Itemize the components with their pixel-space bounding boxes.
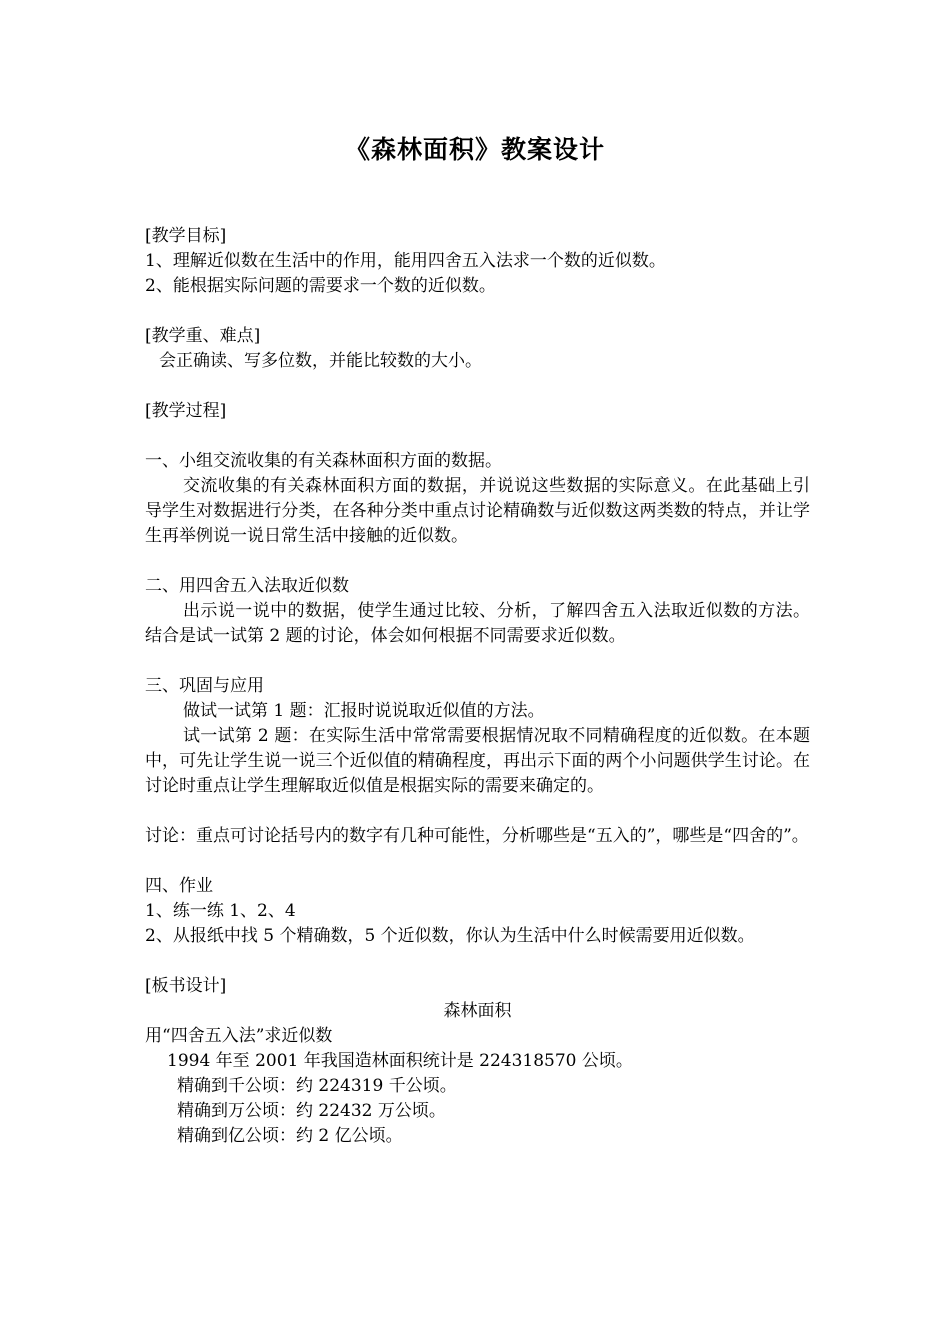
process-heading: [教学过程] [145,401,227,421]
board-stat: 1994 年至 2001 年我国造林面积统计是 224318570 公顷。 [167,1051,633,1071]
board-result: 精确到万公顷：约 22432 万公顷。 [177,1101,446,1121]
board-method: 用“四舍五入法”求近似数 [145,1026,333,1046]
homework-item: 1、练一练 1、2、4 [145,901,296,921]
board-center-title: 森林面积 [443,1001,512,1021]
key-points-heading: [教学重、难点] [145,326,261,346]
document-title: 《森林面积》教案设计 [344,135,605,164]
section-2-heading: 二、用四舍五入法取近似数 [145,576,349,596]
board-result: 精确到亿公顷：约 2 亿公顷。 [177,1126,403,1146]
section-1-heading: 一、小组交流收集的有关森林面积方面的数据。 [145,451,502,471]
section-3-paragraph-2: 试一试第 2 题：在实际生活中常常需要根据情况取不同精确程度的近似数。在本题中，可先让学生说一说三个近似值的精确程度，再出示下面的两个小问题供学生讨论。在讨论时重点让学生理解取近似值是根据实际的需要来确定的。 [145,726,810,796]
section-2-paragraph: 出示说一说中的数据，使学生通过比较、分析，了解四舍五入法取近似数的方法。结合是试一试第 2 题的讨论，体会如何根据不同需要求近似数。 [145,601,810,646]
document-body [145,224,810,1149]
board-result: 精确到千公顷：约 224319 千公顷。 [177,1076,457,1096]
section-3-heading: 三、巩固与应用 [145,676,264,696]
goal-item: 1、理解近似数在生活中的作用，能用四舍五入法求一个数的近似数。 [145,251,666,271]
discussion-paragraph: 讨论：重点可讨论括号内的数字有几种可能性，分析哪些是“五入的”，哪些是“四舍的”。 [145,826,809,846]
goals-heading: [教学目标] [145,226,227,246]
board-heading: [板书设计] [145,976,227,996]
section-4-heading: 四、作业 [145,876,213,896]
section-3-paragraph-1: 做试一试第 1 题：汇报时说说取近似值的方法。 [183,701,545,721]
section-1-paragraph: 交流收集的有关森林面积方面的数据，并说说这些数据的实际意义。在此基础上引导学生对数据进行分类，在各种分类中重点讨论精确数与近似数这两类数的特点，并让学生再举例说一说日常生活中接触的近似数。 [145,476,810,546]
key-points-text: 会正确读、写多位数，并能比较数的大小。 [159,351,482,371]
goal-item: 2、能根据实际问题的需要求一个数的近似数。 [145,276,496,296]
homework-item: 2、从报纸中找 5 个精确数，5 个近似数，你认为生活中什么时候需要用近似数。 [145,926,755,946]
